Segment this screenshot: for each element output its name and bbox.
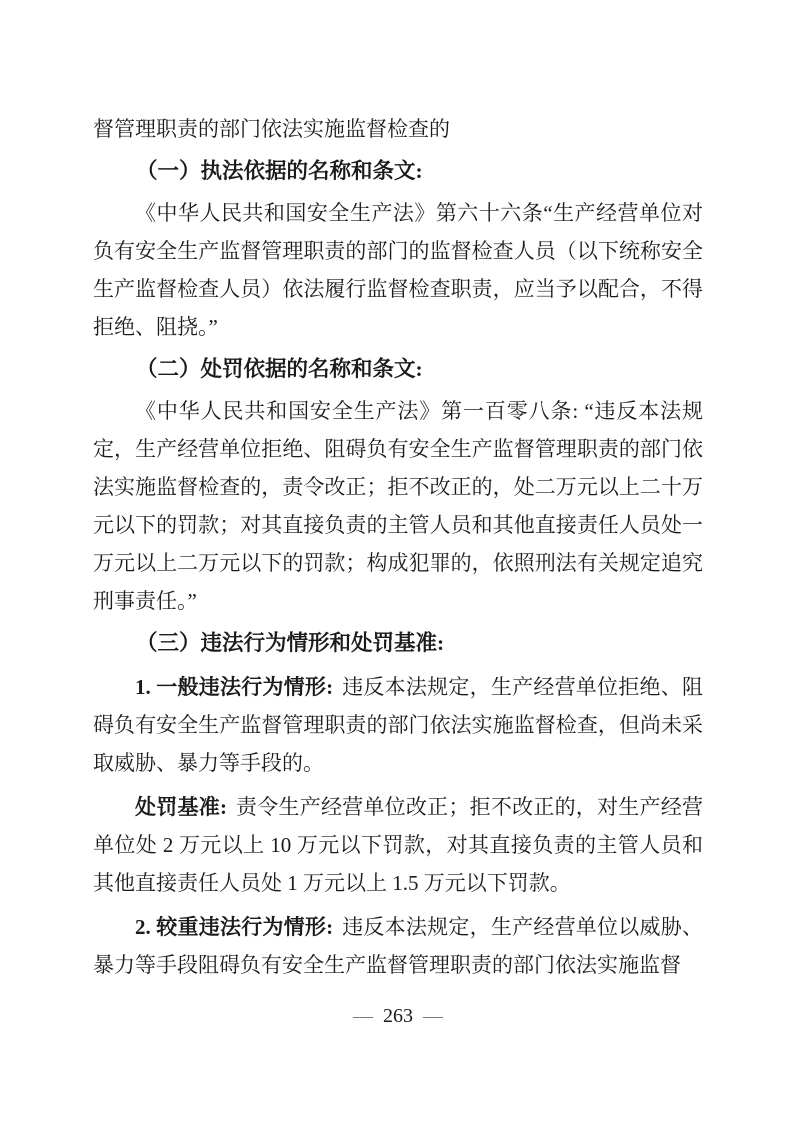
footer-dash-right: — [423,1005,443,1027]
item-text-serious-violation: 违反本法规定，生产经营单位以威胁、暴力等手段阻碍负有安全生产监督管理职责的部门依法实施监督 [93,915,703,977]
document-body [93,110,703,984]
paragraph-law-article-108: 《中华人民共和国安全生产法》第一百零八条: “违反本法规定，生产经营单位拒绝、阻碍负有安全生产监督管理职责的部门依法实施监督检查的，责令改正；拒不改正的，处二万元以上二十万元以下的罚款；对其直接负责的主管人员和其他直接责任人员处一万元以上二万元以下的罚款；构成犯罪的，依照刑法有关规定追究刑事责任。” [93,399,703,613]
paragraph-law-article-66: 《中华人民共和国安全生产法》第六十六条“生产经营单位对负有安全生产监督管理职责的部门的监督检查人员（以下统称安全生产监督检查人员）依法履行监督检查职责，应当予以配合，不得拒绝、阻挠。” [93,201,703,339]
footer-dash-left: — [353,1005,373,1027]
page-number: 263 [383,1005,413,1027]
item-penalty-benchmark [93,788,703,902]
item-lead-penalty-benchmark: 处罚基准: [135,795,227,819]
item-serious-violation [93,908,703,984]
item-general-violation [93,668,703,782]
heading-enforcement-basis: （一）执法依据的名称和条文: [136,159,423,183]
heading-penalty-basis: （二）处罚依据的名称和条文: [136,357,423,381]
item-lead-serious-violation: 2. 较重违法行为情形: [135,915,334,939]
paragraph-continuation: 督管理职责的部门依法实施监督检查的 [93,117,450,141]
page-footer [93,1001,703,1031]
item-lead-general-violation: 1. 一般违法行为情形: [135,675,334,699]
item-text-general-violation: 违反本法规定，生产经营单位拒绝、阻碍负有安全生产监督管理职责的部门依法实施监督检查，但尚未采取威胁、暴力等手段的。 [93,675,703,775]
item-text-penalty-benchmark: 责令生产经营单位改正；拒不改正的，对生产经营单位处 2 万元以上 10 万元以下罚款，对其直接负责的主管人员和其他直接责任人员处 1 万元以上 1.5 万元以下罚款。 [93,795,703,895]
heading-violation-circumstances: （三）违法行为情形和处罚基准: [136,631,445,655]
